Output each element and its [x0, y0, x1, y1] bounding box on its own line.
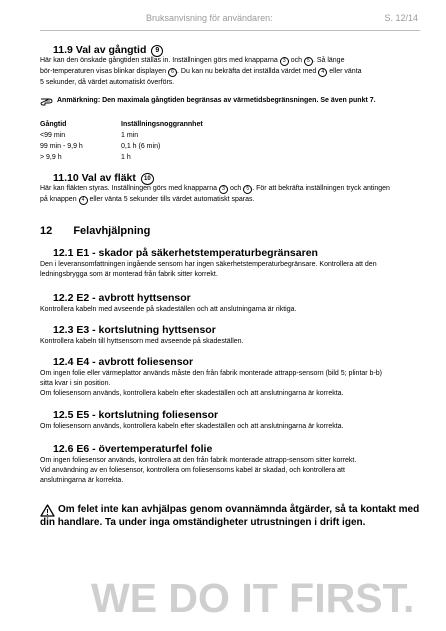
section-12-1-text: Den i leveransomfattningen ingående sensorn har ingen säkerhetstemperaturbegränsare. Kontrollera att den ledningsbrygga som är monterad från fabrik sitter korrekt.: [40, 261, 377, 279]
button-10-icon: 10: [141, 173, 154, 185]
footer-slogan: WE DO IT FIRST.: [91, 575, 415, 621]
gangtid-table: [40, 120, 380, 164]
section-12-6-heading: 12.6 E6 - övertemperaturfel folie: [53, 443, 213, 455]
button-5-icon: 5: [304, 57, 313, 66]
warning-triangle-icon: [40, 504, 55, 517]
section-11-9-heading: 11.9 Val av gångtid 9: [53, 44, 163, 57]
note-text: Anmärkning: Den maximala gångtiden begränsas av värmetidsbegränsningen. Se även punkt 7.: [57, 97, 376, 104]
section-12-5-heading: 12.5 E5 - kortslutning foliesensor: [53, 409, 219, 421]
section-11-9-text-line1: Här kan den önskade gångtiden ställas in. Inställningen görs med knapparna 3 och 5 . Så länge: [40, 57, 345, 64]
button-9-icon: 9: [151, 45, 163, 57]
section-11-9-text-line2: bör-temperaturen visas blinkar displayen 6 . Du kan nu bekräfta det inställda värdet med 4 eller vänta: [40, 68, 362, 75]
section-12-1-heading: 12.1 E1 - skador på säkerhetstemperaturbegränsaren: [53, 247, 318, 259]
svg-text:!: !: [46, 507, 49, 517]
pointing-hand-icon: [40, 96, 55, 106]
section-12-3-text: Kontrollera kabeln till hyttsensorn med avseende på skadeställen.: [40, 338, 244, 345]
table-row: 99 min - 9,9 h 0,1 h (6 min): [40, 143, 161, 150]
section-12-4-text: Om ingen folie eller värmeplattor används måste den från fabrik monterade attrapp-sensorn (bild 5; plintar b-b) sitta kvar i sin position. Om foliesensorn används, kontrollera kabeln efter skadeställen och att anslutningarna är korrekta.: [40, 370, 383, 398]
note-row: [40, 96, 376, 106]
section-12-4-heading: 12.4 E4 - avbrott foliesensor: [53, 356, 194, 368]
section-12-heading: 12 Felavhjälpning: [40, 225, 151, 237]
header-divider: [40, 30, 420, 31]
button-5-icon: 5: [243, 185, 252, 194]
button-4-icon: 4: [79, 196, 88, 205]
table-header-row: Gångtid Inställningsnoggrannhet: [40, 121, 203, 128]
table-row: > 9,9 h 1 h: [40, 154, 131, 161]
section-12-5-text: Om foliesensorn används, kontrollera kabeln efter skadeställen och att anslutningarna är korrekta.: [40, 423, 344, 430]
display-6-icon: 6: [168, 68, 177, 77]
warning-line-2: din handlare. Ta under inga omständigheter utrustningen i drift igen.: [40, 517, 366, 528]
section-12-2-text: Kontrollera kabeln med avseende på skadeställen och att anslutningarna är riktiga.: [40, 306, 297, 313]
section-12-3-heading: 12.3 E3 - kortslutning hyttsensor: [53, 324, 216, 336]
warning-line-1: Om felet inte kan avhjälpas genom ovannämnda åtgärder, så ta kontakt med: [58, 504, 420, 515]
section-12-6-text: Om ingen foliesensor används, kontrollera att den från fabrik monterade attrapp-sensorn sitter korrekt. Vid användning av en foliesensor, kontrollera om foliesensorns kabel är skadad, och kontrollera att anslutningarna är korrekta.: [40, 457, 357, 485]
button-4-icon: 4: [318, 68, 327, 77]
section-11-10-text-line1: Här kan fläkten styras. Inställningen görs med knapparna 3 och 5 . För att bekräfta inställningen tryck antingen: [40, 185, 390, 192]
table-row: <99 min 1 min: [40, 132, 139, 139]
button-3-icon: 3: [219, 185, 228, 194]
header-title: Bruksanvisning för användaren:: [146, 13, 273, 23]
page-number: S. 12/14: [384, 13, 418, 23]
page-header: [0, 13, 446, 25]
section-11-10-text-line2: på knappen 4 eller vänta 5 sekunder tills värdet automatiskt sparas.: [40, 196, 255, 203]
section-12-2-heading: 12.2 E2 - avbrott hyttsensor: [53, 292, 191, 304]
button-3-icon: 3: [280, 57, 289, 66]
section-11-9-text-line3: 5 sekunder, då värdet automatiskt överförs.: [40, 79, 175, 86]
section-11-10-heading: 11.10 Val av fläkt 10: [53, 172, 154, 185]
